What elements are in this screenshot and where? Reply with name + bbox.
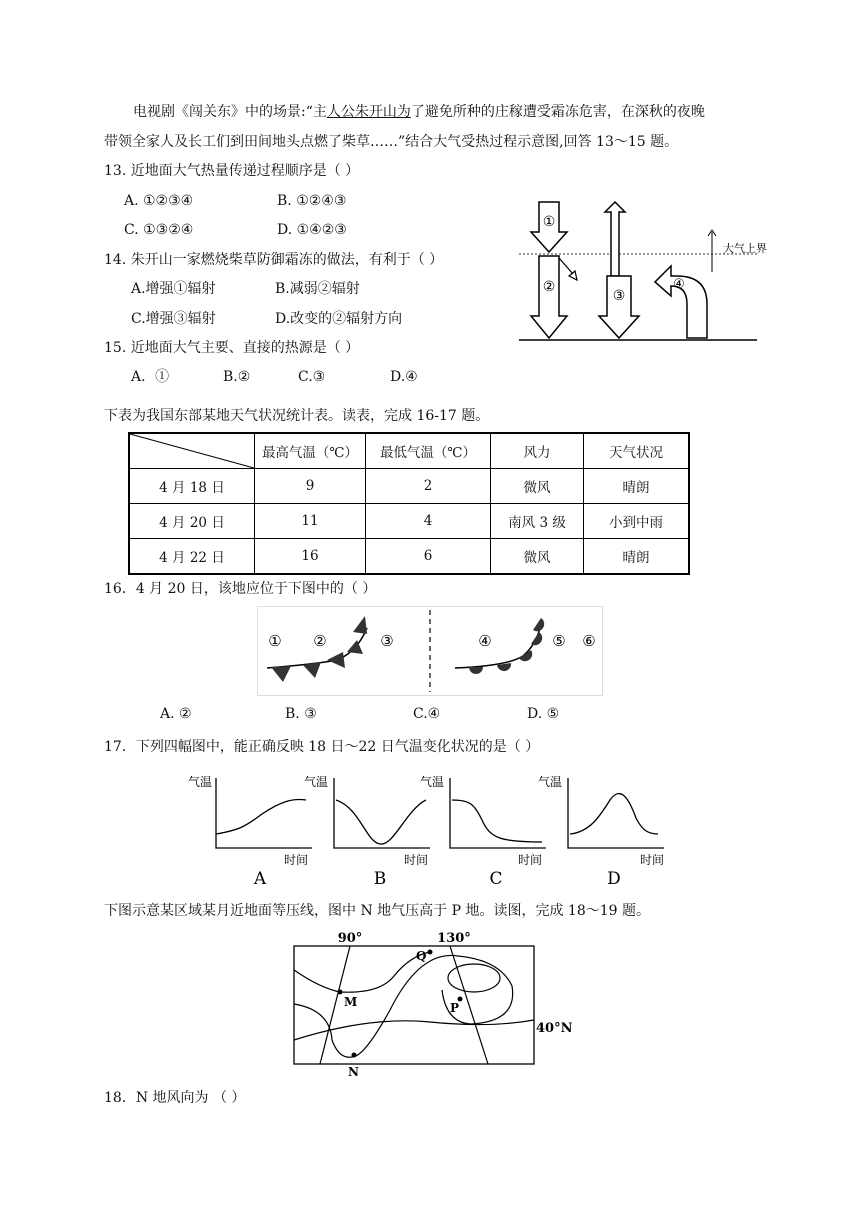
graph-d-xlabel: 时间 [640, 853, 665, 867]
intro-text-underlined: 人公朱开山为 [326, 104, 411, 120]
front-label-5: ⑤ [552, 632, 566, 650]
cell-wind: 微风 [491, 469, 584, 504]
graph-a-ylabel: 气温 [188, 775, 213, 789]
heat-process-diagram [515, 196, 765, 346]
intro-text-b: 了避免所种的庄稼遭受霜冻危害，在深秋的夜晚 [410, 104, 705, 120]
atm-top-label: 大气上界 [723, 243, 767, 255]
point-n [352, 1053, 357, 1058]
graph-b-xlabel: 时间 [404, 853, 429, 867]
cell-max: 11 [255, 504, 366, 539]
q15-option-d: D.④ [390, 369, 418, 385]
graph-d-letter: D [607, 869, 621, 889]
graph-c [420, 774, 546, 889]
label-n: N [348, 1065, 359, 1079]
label-p: P [450, 1001, 460, 1015]
graph-a-curve [216, 800, 306, 834]
lon-130-label: 130° [437, 931, 471, 946]
isobar-closed [448, 964, 500, 992]
weather-table [128, 432, 690, 575]
intro-line-1 [133, 102, 705, 122]
table-row [129, 539, 689, 575]
isobar-intro: 下图示意某区域某月近地面等压线，图中 N 地气压高于 P 地。读图，完成 18～19 题。 [104, 903, 650, 919]
cell-date: 4 月 20 日 [129, 504, 255, 539]
reflect-arrow [559, 258, 577, 280]
point-m [338, 990, 343, 995]
header-min-temp: 最低气温（℃） [366, 433, 491, 469]
cell-wind: 南风 3 级 [491, 504, 584, 539]
graph-d-ylabel: 气温 [538, 775, 563, 789]
q13-option-c: C. ①③②④ [124, 222, 194, 238]
label-3: ③ [612, 288, 626, 304]
point-q [428, 950, 433, 955]
graph-b-curve [336, 800, 426, 844]
q13-option-b: B. ①②④③ [277, 193, 347, 209]
q14-option-a: A.增强①辐射 [131, 281, 216, 297]
arrow-3-ground [599, 276, 639, 338]
q16-option-d: D. ⑤ [527, 706, 560, 722]
graph-c-xlabel: 时间 [518, 853, 543, 867]
q16-option-c: C.④ [413, 706, 441, 722]
intro-line-2: 带领全家人及长工们到田间地头点燃了柴草……”结合大气受热过程示意图,回答 13～15 题。 [104, 134, 679, 150]
temperature-graphs [180, 770, 680, 888]
cell-max: 16 [255, 539, 366, 575]
graph-d-curve [570, 794, 658, 834]
cell-min: 2 [366, 469, 491, 504]
isobar-2 [294, 955, 513, 1057]
q15-option-a: A．① [131, 369, 170, 385]
arrow-up-small [605, 202, 625, 276]
cell-date: 4 月 22 日 [129, 539, 255, 575]
q16-stem: 16．4 月 20 日，该地应位于下图中的（ ） [104, 581, 377, 597]
lat-40-label: 40°N [536, 1021, 573, 1036]
label-4: ④ [673, 277, 685, 292]
cell-wind: 微风 [491, 539, 584, 575]
map-frame [294, 946, 534, 1064]
header-wind: 风力 [491, 433, 584, 469]
header-max-temp: 最高气温（℃） [255, 433, 366, 469]
front-label-1: ① [268, 632, 282, 650]
graph-d [538, 774, 664, 889]
graph-a-letter: A [253, 869, 267, 889]
cell-min: 6 [366, 539, 491, 575]
q14-option-c: C.增强③辐射 [131, 311, 216, 327]
table-row [129, 469, 689, 504]
front-diagram [257, 606, 603, 696]
table-row [129, 504, 689, 539]
lon-90-label: 90° [337, 931, 363, 946]
graph-c-ylabel: 气温 [420, 775, 445, 789]
q15-option-b: B.② [223, 369, 251, 385]
q13-option-d: D. ①④②③ [277, 222, 347, 238]
front-label-4: ④ [478, 632, 492, 650]
front-label-6: ⑥ [582, 632, 596, 650]
table-header-row [129, 433, 689, 469]
graph-a [188, 774, 312, 889]
q16-option-b: B. ③ [285, 706, 317, 722]
isobar-1 [294, 952, 430, 992]
q14-option-d: D.改变的②辐射方向 [275, 311, 403, 327]
label-q: Q [416, 949, 427, 963]
cell-weather: 小到中雨 [584, 504, 690, 539]
graph-c-curve [452, 800, 542, 842]
q18-stem: 18．N 地风向为 （ ） [104, 1090, 246, 1106]
intro-text-a: 电视剧《闯关东》中的场景:“主 [133, 104, 327, 120]
graph-b-ylabel: 气温 [304, 775, 329, 789]
q17-stem: 17．下列四幅图中，能正确反映 18 日～22 日气温变化状况的是（ ） [104, 739, 540, 755]
front-label-2: ② [313, 632, 327, 650]
cell-min: 4 [366, 504, 491, 539]
q15-option-c: C.③ [298, 369, 326, 385]
cell-date: 4 月 18 日 [129, 469, 255, 504]
corner-diagonal [130, 434, 254, 468]
label-2: ② [542, 279, 556, 295]
graph-c-letter: C [489, 869, 503, 889]
arrow-up-thin [708, 230, 716, 272]
q14-stem: 14. 朱开山一家燃烧柴草防御霜冻的做法，有利于（ ） [104, 252, 444, 268]
cell-weather: 晴朗 [584, 539, 690, 575]
arrow-2-surface-incoming [531, 256, 567, 338]
cell-weather: 晴朗 [584, 469, 690, 504]
table-corner-cell [129, 433, 255, 469]
front-label-3: ③ [380, 632, 394, 650]
header-weather: 天气状况 [584, 433, 690, 469]
graph-a-xlabel: 时间 [284, 853, 309, 867]
q14-option-b: B.减弱②辐射 [275, 281, 360, 297]
q13-stem: 13. 近地面大气热量传递过程顺序是（ ） [104, 163, 360, 179]
q15-stem: 15. 近地面大气主要、直接的热源是（ ） [104, 340, 360, 356]
q16-option-a: A. ② [160, 706, 192, 722]
cell-max: 9 [255, 469, 366, 504]
q13-option-a: A. ①②③④ [124, 193, 194, 209]
graph-b-letter: B [373, 869, 387, 889]
label-1: ① [542, 214, 556, 230]
isobar-map [290, 930, 573, 1079]
table-intro: 下表为我国东部某地天气状况统计表。读表，完成 16-17 题。 [104, 408, 490, 424]
graph-b [304, 774, 430, 889]
label-m: M [344, 995, 358, 1009]
